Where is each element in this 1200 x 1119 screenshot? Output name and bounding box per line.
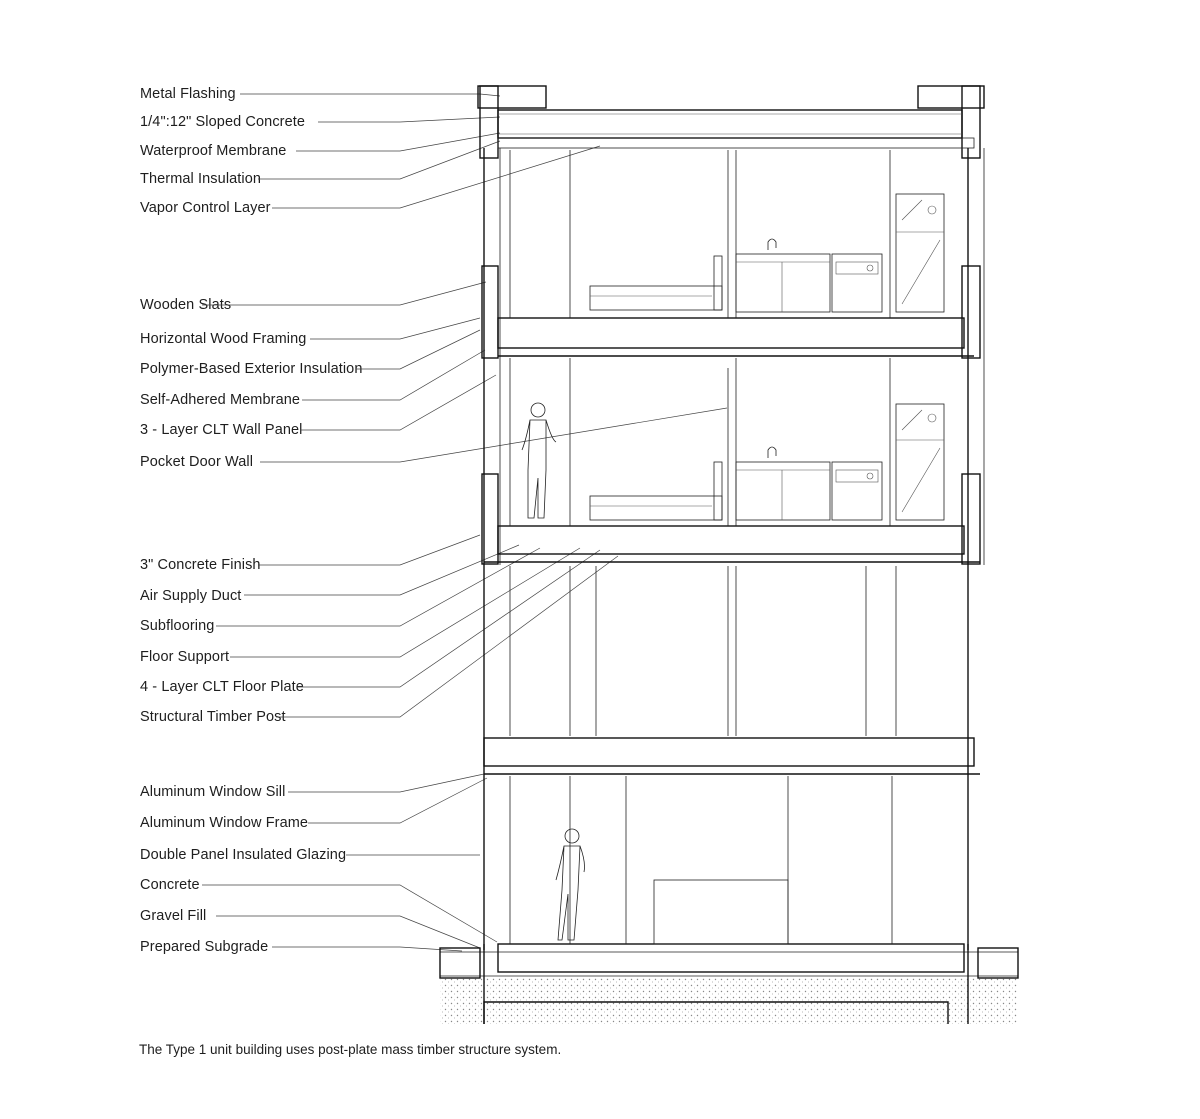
- figure-caption: The Type 1 unit building uses post-plate mass timber structure system.: [139, 1042, 562, 1057]
- label-structural-timber-post: Structural Timber Post: [140, 709, 286, 725]
- label-clt-floor-plate: 4 - Layer CLT Floor Plate: [140, 679, 304, 695]
- human-figure-standing: [522, 403, 556, 518]
- label-gravel-fill: Gravel Fill: [140, 908, 207, 924]
- floor-slabs: [484, 318, 980, 972]
- label-self-adhered-membrane: Self-Adhered Membrane: [140, 392, 301, 408]
- label-aluminum-window-sill: Aluminum Window Sill: [140, 784, 286, 800]
- label-floor-support: Floor Support: [140, 649, 230, 665]
- label-exterior-insulation: Polymer-Based Exterior Insulation: [140, 361, 363, 377]
- label-vapor-control-layer: Vapor Control Layer: [140, 200, 271, 216]
- label-aluminum-window-frame: Aluminum Window Frame: [140, 815, 309, 831]
- label-wooden-slats: Wooden Slats: [140, 297, 232, 313]
- roof-assembly: [478, 86, 984, 158]
- label-prepared-subgrade: Prepared Subgrade: [140, 939, 269, 955]
- interior-walls: [510, 150, 896, 944]
- upper-unit-furniture: [590, 194, 944, 312]
- label-concrete-finish: 3" Concrete Finish: [140, 557, 261, 573]
- label-concrete: Concrete: [140, 877, 200, 893]
- label-sloped-concrete: 1/4":12" Sloped Concrete: [140, 114, 306, 130]
- label-air-supply-duct: Air Supply Duct: [140, 588, 242, 604]
- foundation: [440, 944, 1018, 1024]
- label-pocket-door-wall: Pocket Door Wall: [140, 454, 254, 470]
- label-thermal-insulation: Thermal Insulation: [140, 171, 262, 187]
- label-horizontal-wood-framing: Horizontal Wood Framing: [140, 331, 307, 347]
- label-metal-flashing: Metal Flashing: [140, 86, 236, 102]
- label-subflooring: Subflooring: [140, 618, 215, 634]
- label-waterproof-membrane: Waterproof Membrane: [140, 143, 287, 159]
- middle-unit-furniture: [590, 404, 944, 520]
- leader-lines: [202, 94, 727, 951]
- label-clt-wall-panel: 3 - Layer CLT Wall Panel: [140, 422, 303, 438]
- label-insulated-glazing: Double Panel Insulated Glazing: [140, 847, 347, 863]
- exterior-walls: [482, 148, 984, 950]
